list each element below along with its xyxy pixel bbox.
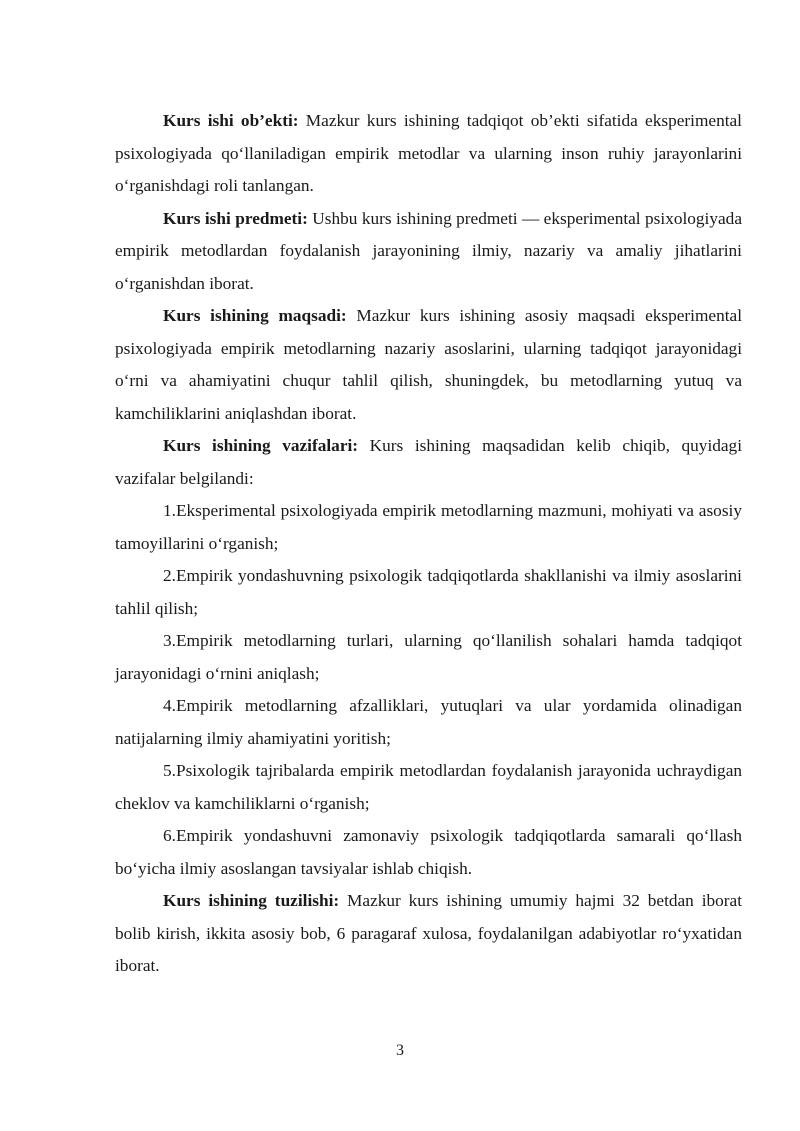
- paragraph-object: [115, 105, 742, 203]
- heading-object: Kurs ishi ob’ekti:: [163, 111, 299, 130]
- paragraph-structure: [115, 885, 742, 983]
- text-subject: Ushbu kurs ishining predmeti — eksperimental psixologiyada empirik metodlardan foydalanish jarayonining ilmiy, nazariy va amaliy jihatlarini o‘rganishdan iborat.: [115, 208, 742, 293]
- text-object: Mazkur kurs ishining tadqiqot ob’ekti sifatida eksperimental psixologiyada qo‘llaniladigan empirik metodlar va ularning inson ruhiy jarayonlarini o‘rganishdagi roli tanlangan.: [115, 111, 742, 195]
- heading-subject: Kurs ishi predmeti:: [163, 208, 308, 228]
- paragraph-tasks: [115, 430, 742, 495]
- heading-structure: Kurs ishining tuzilishi:: [163, 891, 340, 910]
- task-item-1: 1.Eksperimental psixologiyada empirik metodlarning mazmuni, mohiyati va asosiy tamoyillarini o‘rganish;: [115, 501, 742, 553]
- text-goal: Mazkur kurs ishining asosiy maqsadi eksperimental psixologiyada empirik metodlarning nazariy asoslarini, ularning tadqiqot jarayonidagi o‘rni va ahamiyatini chuqur tahlil qilish, shuningdek, bu metodlarning yutuq va kamchiliklarini aniqlashdan iborat.: [115, 306, 743, 423]
- task-item-6: 6.Empirik yondashuvni zamonaviy psixologik tadqiqotlarda samarali qo‘llash bo‘yicha ilmiy asoslangan tavsiyalar ishlab chiqish.: [115, 826, 742, 878]
- page-body: [115, 105, 742, 983]
- paragraph-goal: [115, 300, 742, 430]
- task-item-2: 2.Empirik yondashuvning psixologik tadqiqotlarda shakllanishi va ilmiy asoslarini tahlil qilish;: [115, 566, 742, 618]
- text-tasks: Kurs ishining maqsadidan kelib chiqib, quyidagi vazifalar belgilandi:: [115, 436, 742, 488]
- task-item-5: 5.Psixologik tajribalarda empirik metodlardan foydalanish jarayonida uchraydigan cheklov va kamchiliklarni o‘rganish;: [115, 761, 742, 813]
- task-item-4: 4.Empirik metodlarning afzalliklari, yutuqlari va ular yordamida olinadigan natijalarning ilmiy ahamiyatini yoritish;: [115, 696, 742, 748]
- heading-goal: Kurs ishining maqsadi:: [163, 306, 347, 325]
- task-item-3: 3.Empirik metodlarning turlari, ularning qo‘llanilish sohalari hamda tadqiqot jarayonidagi o‘rnini aniqlash;: [115, 631, 742, 683]
- text-structure: Mazkur kurs ishining umumiy hajmi 32 betdan iborat bolib kirish, ikkita asosiy bob, 6 paragaraf xulosa, foydalanilgan adabiyotlar ro‘yxatidan iborat.: [115, 891, 743, 975]
- page-number: 3: [396, 1042, 404, 1059]
- paragraph-subject: [115, 203, 742, 301]
- heading-tasks: Kurs ishining vazifalari:: [163, 436, 359, 455]
